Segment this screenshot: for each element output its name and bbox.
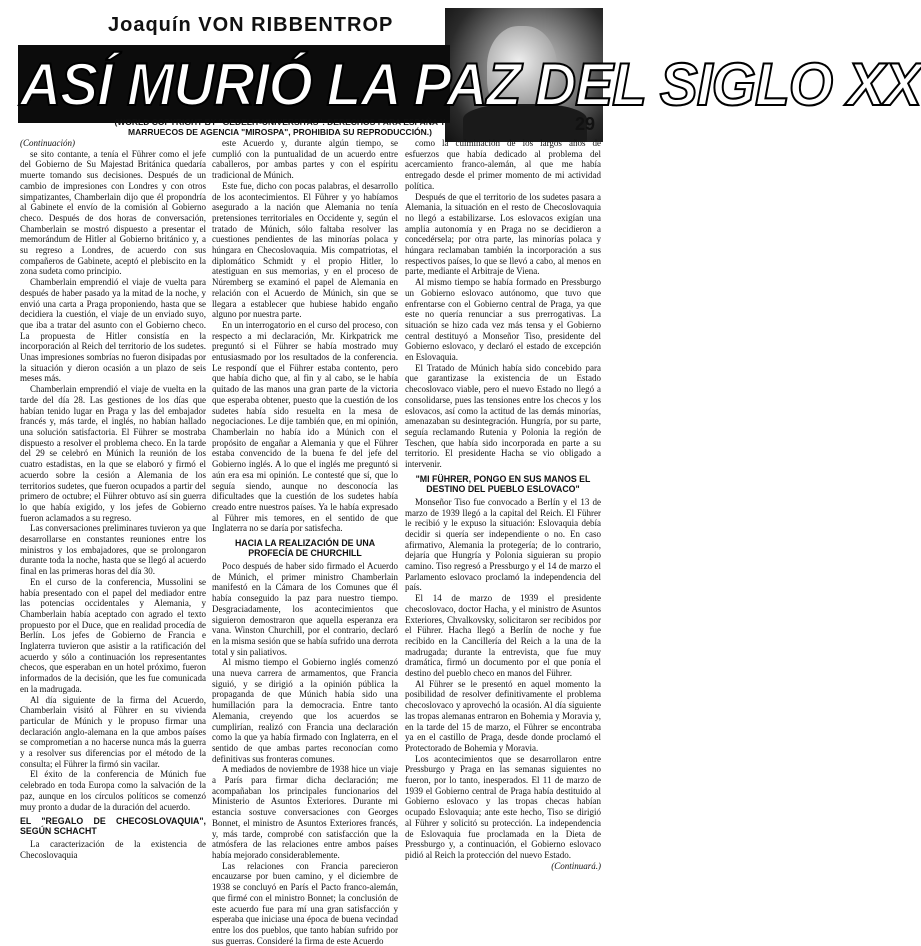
page-number: 29 bbox=[575, 114, 596, 134]
paragraph: Los acontecimientos que se desarrollaron entre Pressburgo y Praga en las semanas siguientes no fueron, por lo tanto, inesperados. El 11 de marzo de 1939 el Gobierno central de Praga había destituido al Gobierno eslovaco y las tropas checas habían ocupado Eslovaquia; ante este hecho, Tiso se dirigió al Führer y solicitó su protección. La independencia de Eslovaquia fue proclamada en la Dieta de Pressburgo y, a continuación, el Gobierno eslovaco pidió al Reich la protección del nuevo Estado. bbox=[405, 753, 601, 860]
paragraph: Después de que el territorio de los sudetes pasara a Alemania, la situación en el resto de Checoslovaquia no llegó a estabilizarse. Los eslovacos exigían una amplia autonomía y en Praga no se decidieron a concedérsela; por otra parte, las minorías polaca y húngara reclamaban también la incorporación a sus respectivos países, lo que se llevó a cabo, al menos en parte, mediante el Arbitraje de Viena. bbox=[405, 191, 601, 277]
column-1 bbox=[20, 138, 206, 860]
article-title: ASÍ MURIÓ LA PAZ DEL SIGLO XX bbox=[20, 51, 921, 119]
paragraph: Chamberlain emprendió el viaje de vuelta para después de haber pasado ya la mitad de la noche, y envió una carta a Praga proponiendo, hasta que se decidiera la cuestión, el viaje de un enviado suyo, que iba a tratar del asunto con el Gobierno checo. La propuesta de Hitler consistía en la incorporación al Reich del territorio de los sudetes. Unas impresiones sombrías no fueron disipadas por la situación y dieron ocasión a un plazo de seis meses más. bbox=[20, 277, 206, 384]
section-heading: "MI FÜHRER, PONGO EN SUS MANOS EL DESTINO DEL PUEBLO ESLOVACO" bbox=[415, 473, 591, 494]
continuation-note: (Continuación) bbox=[20, 138, 75, 148]
paragraph: Chamberlain emprendió el viaje de vuelta en la tarde del día 28. Las gestiones de los días que habían tenido lugar en Praga y las del embajador francés y, más tarde, el inglés, no habían hallado una solución satisfactoria. El Führer se mostraba dispuesto a resolver el problema checo. En la tarde del 29 se celebró en Múnich la reunión de los cuatro estadistas, en la que se elaboró y firmó el acuerdo sobre la cesión a Alemania de los territorios sudetes, que fueron ocupados a partir del primero de octubre; el Führer obtuvo así sin guerra lo que había exigido, y los jefes de Gobierno fueron aclamados a su regreso. bbox=[20, 384, 206, 523]
paragraph: El Tratado de Múnich había sido concebido para que garantizase la existencia de un Estado checoslovaco viable, pero el nuevo Estado no llegó a consolidarse, pues las tensiones entre los checos y los eslovacos, así como la actitud de las demás minorías, amenazaban su desintegración. Hungría, por su parte, seguía reclamando Rutenia y Polonia la región de Teschen, que había sido incorporada en parte a su territorio. El presidente Hacha se vio obligado a intervenir. bbox=[405, 362, 601, 470]
author-name: Joaquín VON RIBBENTROP bbox=[108, 14, 394, 36]
paragraph: este Acuerdo y, durante algún tiempo, se cumplió con la puntualidad de un acuerdo entre caballeros, por ambas partes y con el espíritu tradicional de Múnich. bbox=[212, 138, 398, 181]
paragraph: Monseñor Tiso fue convocado a Berlín y el 13 de marzo de 1939 llegó a la capital del Reich. El Führer le recibió y le expuso la situación: Eslovaquia debía decidir si quería ser independiente o no. En caso afirmativo, Alemania la protegería; de lo contrario, dejaría que Hungría y Polonia siguieran su propio camino. Tiso regresó a Pressburgo y el 14 de marzo el Parlamento eslovaco proclamó la independencia del país. bbox=[405, 496, 601, 593]
paragraph: En el curso de la conferencia, Mussolini se había presentado con el papel del mediador entre las potencias occidentales y Alemania, y Chamberlain había aceptado con agrado el texto propuesto por el Duce, que en realidad procedía de Berlín. Los jefes de Gobierno de Francia e Inglaterra tuvieron que asistir a la ratificación del acuerdo y sólo a continuación los representantes checos, que esperaban en un hotel próximo, fueron informados de la decisión, que les fue comunicada en la madrugada. bbox=[20, 576, 206, 694]
section-heading: EL "REGALO DE CHECOSLOVAQUIA", SEGÚN SCHACHT bbox=[20, 816, 206, 837]
column-3 bbox=[405, 138, 601, 871]
paragraph: El éxito de la conferencia de Múnich fue celebrado en toda Europa como la salvación de la paz, aunque en los círculos políticos se comenzó muy pronto a dudar de la duración del acuerdo. bbox=[20, 769, 206, 812]
paragraph: Al Führer se le presentó en aquel momento la posibilidad de resolver definitivamente el problema checoslovaco y aprovechó la ocasión. Al día siguiente las tropas alemanas entraron en Bohemia y Moravia y, en la tarde del 15 de marzo, el Führer se encontraba ya en el castillo de Praga, desde donde proclamó el Protectorado de Bohemia y Moravia. bbox=[405, 678, 601, 753]
column-2 bbox=[212, 138, 398, 946]
paragraph: Las conversaciones preliminares tuvieron ya que desarrollarse en constantes reuniones entre los ministros y los embajadores, que se prolongaron durante toda la noche, hasta que se llegó al acuerdo final en las primeras horas del día 30. bbox=[20, 523, 206, 577]
section-heading: HACIA LA REALIZACIÓN DE UNA PROFECÍA DE CHURCHILL bbox=[234, 538, 376, 559]
paragraph: Al día siguiente de la firma del Acuerdo, Chamberlain visitó al Führer en su vivienda particular de Múnich y le propuso firmar una declaración anglo-alemana en la que ambos países se comprometían a no hacerse nunca más la guerra y a resolver sus diferencias por el método de la consulta; el Führer la firmó sin vacilar. bbox=[20, 694, 206, 769]
paragraph: Poco después de haber sido firmado el Acuerdo de Múnich, el primer ministro Chamberlain manifestó en la Cámara de los Comunes que él había conseguido la paz para nuestro tiempo. Desgraciadamente, los acontecimientos que siguieron demostraron que aquella esperanza era vana. Winston Churchill, por el contrario, declaró en la misma sesión que se había sufrido una derrota total y sin paliativos. bbox=[212, 561, 398, 657]
paragraph: El 14 de marzo de 1939 el presidente checoslovaco, doctor Hacha, y el ministro de Asuntos Exteriores, Chvalkovsky, solicitaron ser recibidos por el Führer. Hacha llegó a Berlín de noche y fue recibido en la Cancillería del Reich a la una de la madrugada; durante la entrevista, que fue muy dramática, firmó un documento por el que ponía el destino del pueblo checo en manos del Führer. bbox=[405, 593, 601, 679]
paragraph: En un interrogatorio en el curso del proceso, con respecto a mi declaración, Mr. Kirkpatrick me preguntó si el Führer se había mostrado muy entusiasmado por los resultados de la conferencia. Le respondí que el Führer estaba contento, pero que había dicho que, al fin y al cabo, se le había quitado de las manos una gran parte de la victoria que esperaba obtener, puesto que la cuestión de los sudetes había sido resuelta en la mesa de negociaciones. Le dije también que, en mi opinión, Chamberlain no había ido a Múnich con el propósito de engañar a Alemania y que el Führer estaba convencido de la buena fe del jefe del Gobierno inglés. A lo que el inglés me preguntó si aún era esa mi opinión. Le contesté que sí, que lo seguía siendo, aunque no desconocía las dificultades que la cuestión de los sudetes había creado entre nuestros países. Ya le había expresado al Führer mis temores, en el sentido de que Inglaterra no se daría por satisfecha. bbox=[212, 319, 398, 534]
paragraph: Al mismo tiempo el Gobierno inglés comenzó una nueva carrera de armamentos, que Francia siguió, y se dirigió a la opinión pública la propaganda de que Múnich había sido una humillación para la democracia. Entre tanto Alemania, creyendo que los acuerdos se cumplirían, realizó con Francia una declaración como la que ya había firmado con Inglaterra, en el sentido de que ambas partes reconocían como definitivas sus fronteras comunes. bbox=[212, 657, 398, 764]
paragraph: Las relaciones con Francia parecieron encauzarse por buen camino, y el diciembre de 1938 se concluyó en París el Pacto franco-alemán, que firmé con el ministro Bonnet; la conclusión de este acuerdo fue para mí una gran satisfacción y esperaba que iniciase una época de buena vecindad entre los dos pueblos, que tanto habían sufrido por sus guerras. Consideré la firma de este Acuerdo bbox=[212, 860, 398, 946]
copyright-notice: (WORLD COPYRIGHT BY "GEDELIT-UNIVERSITAS". DERECHOS PARA ESPAÑA Y MARRUECOS DE AGENCIA "MIROSPA", PROHIBIDA SU REPRODUCCIÓN.) bbox=[114, 117, 446, 137]
paragraph: A mediados de noviembre de 1938 hice un viaje a París para firmar dicha declaración; me acompañaban los principales funcionarios del Ministerio de Asuntos Exteriores. Durante mi estancia sostuve conversaciones con Georges Bonnet, el ministro de Asuntos Exteriores francés, y, más tarde, comprobé con satisfacción que la atmósfera de las relaciones entre ambos países había mejorado considerablemente. bbox=[212, 764, 398, 860]
to-be-continued: (Continuará.) bbox=[551, 860, 601, 871]
paragraph: se sito contante, a tenía el Führer como el jefe del Gobierno de Su Majestad Británica quedaría muerte tomando sus decisiones. Después de un cambio de impresiones con Londres y con otros simpatizantes, Chamberlain dijo que él propondría al Gabinete el envío de la comisión al Gobierno checo. Después de dos horas de conversación, Chamberlain se mostró dispuesto a presentar el memorándum de Hitler al Gobierno británico y, a su regreso a Londres, de acuerdo con sus compañeros de Gabinete, aceptó el plebiscito en la zona sudeta como principio. bbox=[20, 148, 206, 277]
paragraph: Este fue, dicho con pocas palabras, el desarrollo de los acontecimientos. El Führer y yo habíamos asegurado a la nación que Alemania no tenía pretensiones territoriales en Occidente y, según el tratado de Múnich, sólo faltaba resolver las cuestiones pendientes de las minorías polaca y húngara en Checoslovaquia. Mis compatriotas, el diplomático Schmidt y el propio Hitler, lo atestiguan en sus memorias, y en el proceso de Núremberg se examinó el papel de Alemania en relación con el Acuerdo de Múnich, sin que se llegara a establecer que hubiese habido engaño alguno por nuestra parte. bbox=[212, 180, 398, 320]
paragraph: como la culminación de los largos años de esfuerzos que había dedicado al problema del acercamiento franco-alemán, al que me había entregado desde el primer momento de mi actividad política. bbox=[405, 138, 601, 191]
paragraph: La caracterización de la existencia de Checoslovaquia bbox=[20, 839, 206, 860]
paragraph: Al mismo tiempo se había formado en Pressburgo un Gobierno eslovaco autónomo, que tuvo que enfrentarse con el Gobierno central de Praga, ya que este no quería renunciar a sus prerrogativas. La situación se hizo cada vez más tensa y el Gobierno central destituyó a Monseñor Tiso, presidente del Gobierno eslovaco, y declaró el estado de excepción en Eslovaquia. bbox=[405, 277, 601, 363]
